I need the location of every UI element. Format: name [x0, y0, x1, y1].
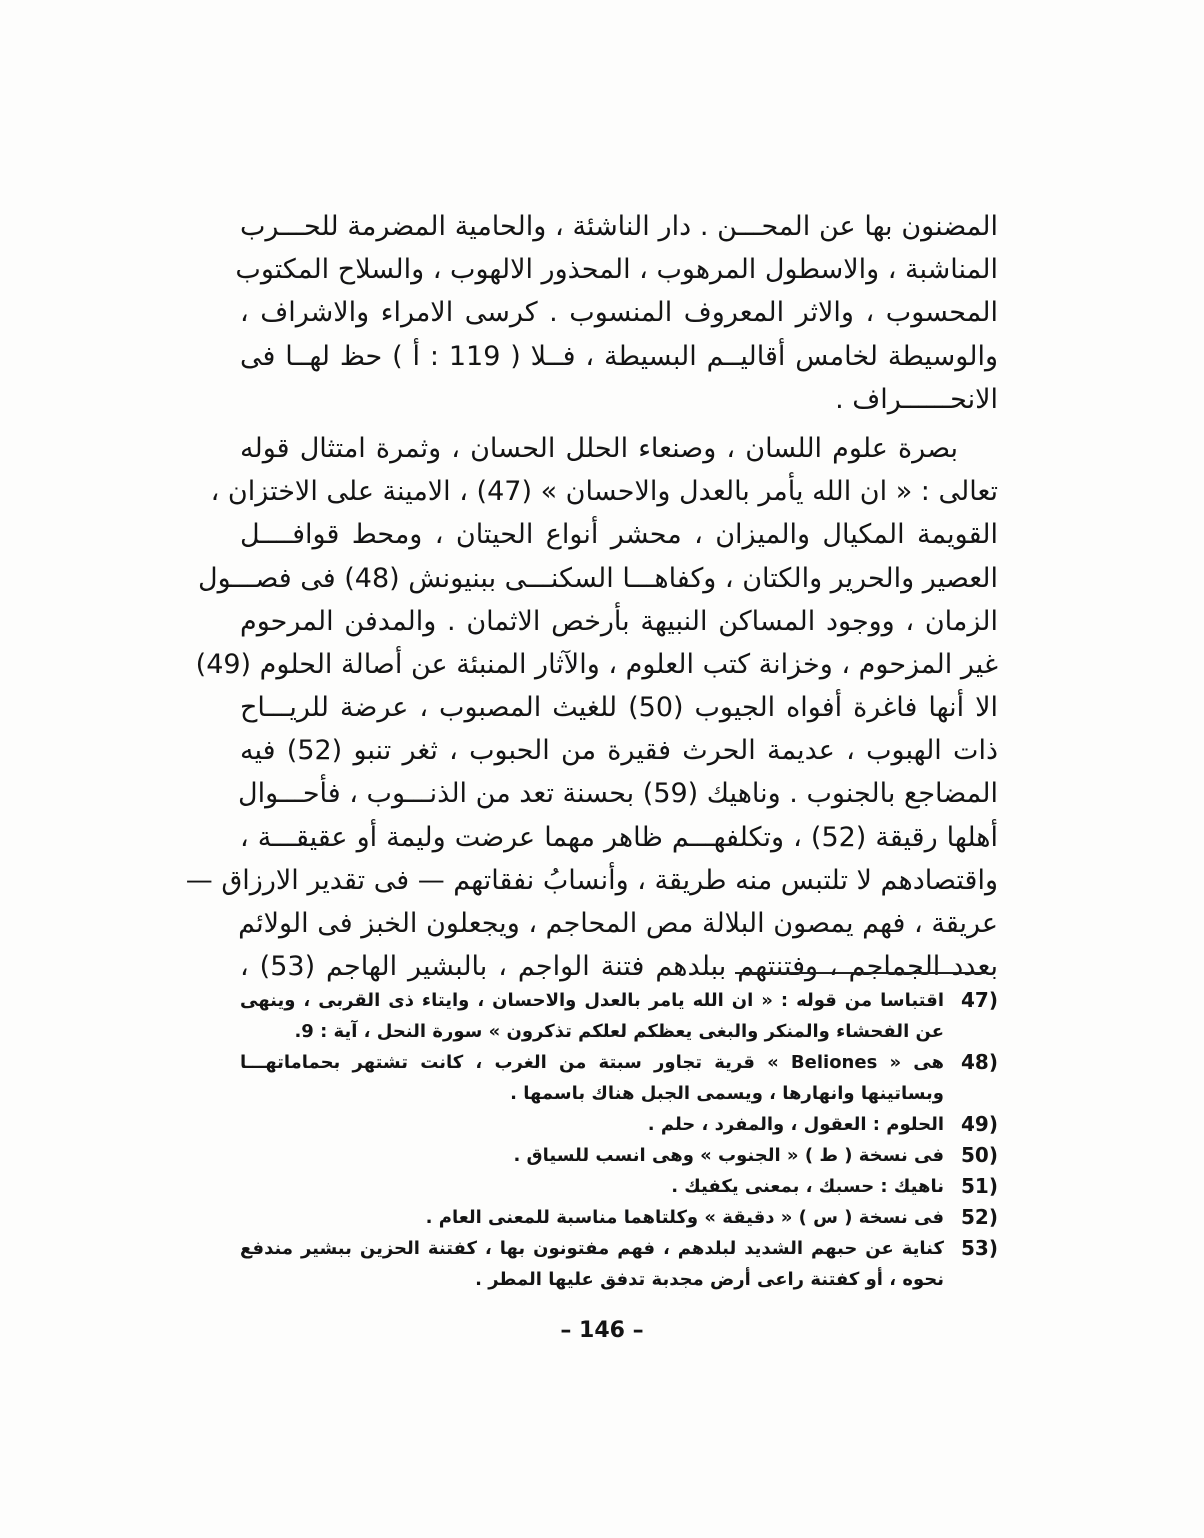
- footnote-number: 53): [961, 1236, 998, 1260]
- text-line: بعدد الجماجم ، وفتنتهم ببلدهم فتنة الواجم ، بالبشير الهاجم (53) ،: [240, 951, 998, 983]
- paragraph-2: [185, 427, 998, 988]
- footnote-number: 47): [961, 988, 998, 1012]
- footnote-line: فى نسخة ( ط ) « الجنوب » وهى انسب للسياق .: [513, 1145, 944, 1166]
- text-line: غير المزحوم ، وخزانة كتب العلوم ، والآثار المنبئة عن أصالة الحلوم (49): [195, 648, 998, 680]
- text-line: والوسيطة لخامس أقاليــم البسيطة ، فــلا ( 119 : أ ) حظ لهــا فى: [240, 340, 999, 372]
- text-line: العصير والحرير والكتان ، وكفاهـــا السكنـــى ببنيونش (48) فى فصـــول: [198, 562, 998, 594]
- footnote-line: وبساتينها وانهارها ، ويسمى الجبل هناك باسمها .: [510, 1083, 944, 1104]
- text-line: المحسوب ، والاثر المعروف المنسوب . كرسى الامراء والاشراف ،: [240, 297, 998, 329]
- footnote-line: الحلوم : العقول ، والمفرد ، حلم .: [647, 1114, 944, 1135]
- footnote-line: فى نسخة ( س ) « دقيقة » وكلتاهما مناسبة للمعنى العام .: [425, 1207, 944, 1228]
- text-line: ذات الهبوب ، عديمة الحرث فقيرة من الحبوب ، ثغر تنبو (52) فيه: [240, 735, 998, 767]
- text-line: الزمان ، ووجود المساكن النبيهة بأرخص الاثمان . والمدفن المرحوم: [240, 605, 998, 637]
- footnote: [240, 985, 998, 1047]
- text-line: الا أنها فاغرة أفواه الجيوب (50) للغيث المصبوب ، عرضة للريـــاح: [240, 692, 998, 724]
- page-number: – 146 –: [560, 1318, 644, 1343]
- footnote-number: 52): [961, 1205, 998, 1229]
- text-line: تعالى : « ان الله يأمر بالعدل والاحسان » (47) ، الامينة على الاختزان ،: [210, 476, 998, 508]
- footnotes: [240, 985, 998, 1295]
- text-line: المضاجع بالجنوب . وناهيك (59) بحسنة تعد من الذنـــوب ، فأحـــوال: [238, 778, 998, 810]
- footnote-number: 50): [961, 1143, 998, 1167]
- footnote: [240, 1233, 998, 1295]
- footnote-separator: [735, 972, 985, 974]
- footnote-line: هى « Beliones » قرية تجاور سبتة من الغرب ، كانت تشتهر بحماماتهـــا: [240, 1052, 944, 1073]
- text-line: القويمة المكيال والميزان ، محشر أنواع الحيتان ، ومحط قوافــــل: [240, 519, 998, 551]
- footnote-line: كناية عن حبهم الشديد لبلدهم ، فهم مفتونون بها ، كفتنة الحزين ببشير مندفع: [240, 1238, 944, 1259]
- footnote: [240, 1202, 998, 1233]
- footnote-line: اقتباسا من قوله : « ان الله يامر بالعدل والاحسان ، وايتاء ذى القربى ، وينهى: [240, 990, 944, 1011]
- footnote-line: نحوه ، أو كفتنة راعى أرض مجدبة تدفق عليها المطر .: [475, 1269, 944, 1290]
- footnote-number: 49): [961, 1112, 998, 1136]
- footnote-line: عن الفحشاء والمنكر والبغى يعظكم لعلكم تذكرون » سورة النحل ، آية : 9.: [294, 1021, 944, 1042]
- footnote-number: 48): [961, 1050, 998, 1074]
- footnote: [240, 1140, 998, 1171]
- text-line: أهلها رقيقة (52) ، وتكلفهـــم ظاهر مهما عرضت وليمة أو عقيقـــة ،: [240, 821, 998, 853]
- footnote: [240, 1171, 998, 1202]
- text-line: عريقة ، فهم يمصون البلالة مص المحاجم ، ويجعلون الخبز فى الولائم: [238, 908, 998, 939]
- footnote-line: ناهيك : حسبك ، بمعنى يكفيك .: [671, 1176, 944, 1197]
- text-line: بصرة علوم اللسان ، وصنعاء الحلل الحسان ، وثمرة امتثال قوله: [240, 432, 958, 464]
- text-line: المضنون بها عن المحـــن . دار الناشئة ، والحامية المضرمة للحـــرب: [240, 211, 998, 242]
- footnote: [240, 1109, 998, 1140]
- text-line: واقتصادهم لا تلتبس منه طريقة ، وأنسابُ نفقاتهم — فى تقدير الارزاق —: [185, 864, 998, 896]
- footnote: [240, 1047, 998, 1109]
- text-line: المناشبة ، والاسطول المرهوب ، المحذور الالهوب ، والسلاح المكتوب: [235, 254, 998, 286]
- text-line: الانحــــــراف .: [835, 383, 998, 415]
- main-text: [185, 205, 999, 988]
- paragraph-1: [235, 205, 999, 421]
- footnote-number: 51): [961, 1174, 998, 1198]
